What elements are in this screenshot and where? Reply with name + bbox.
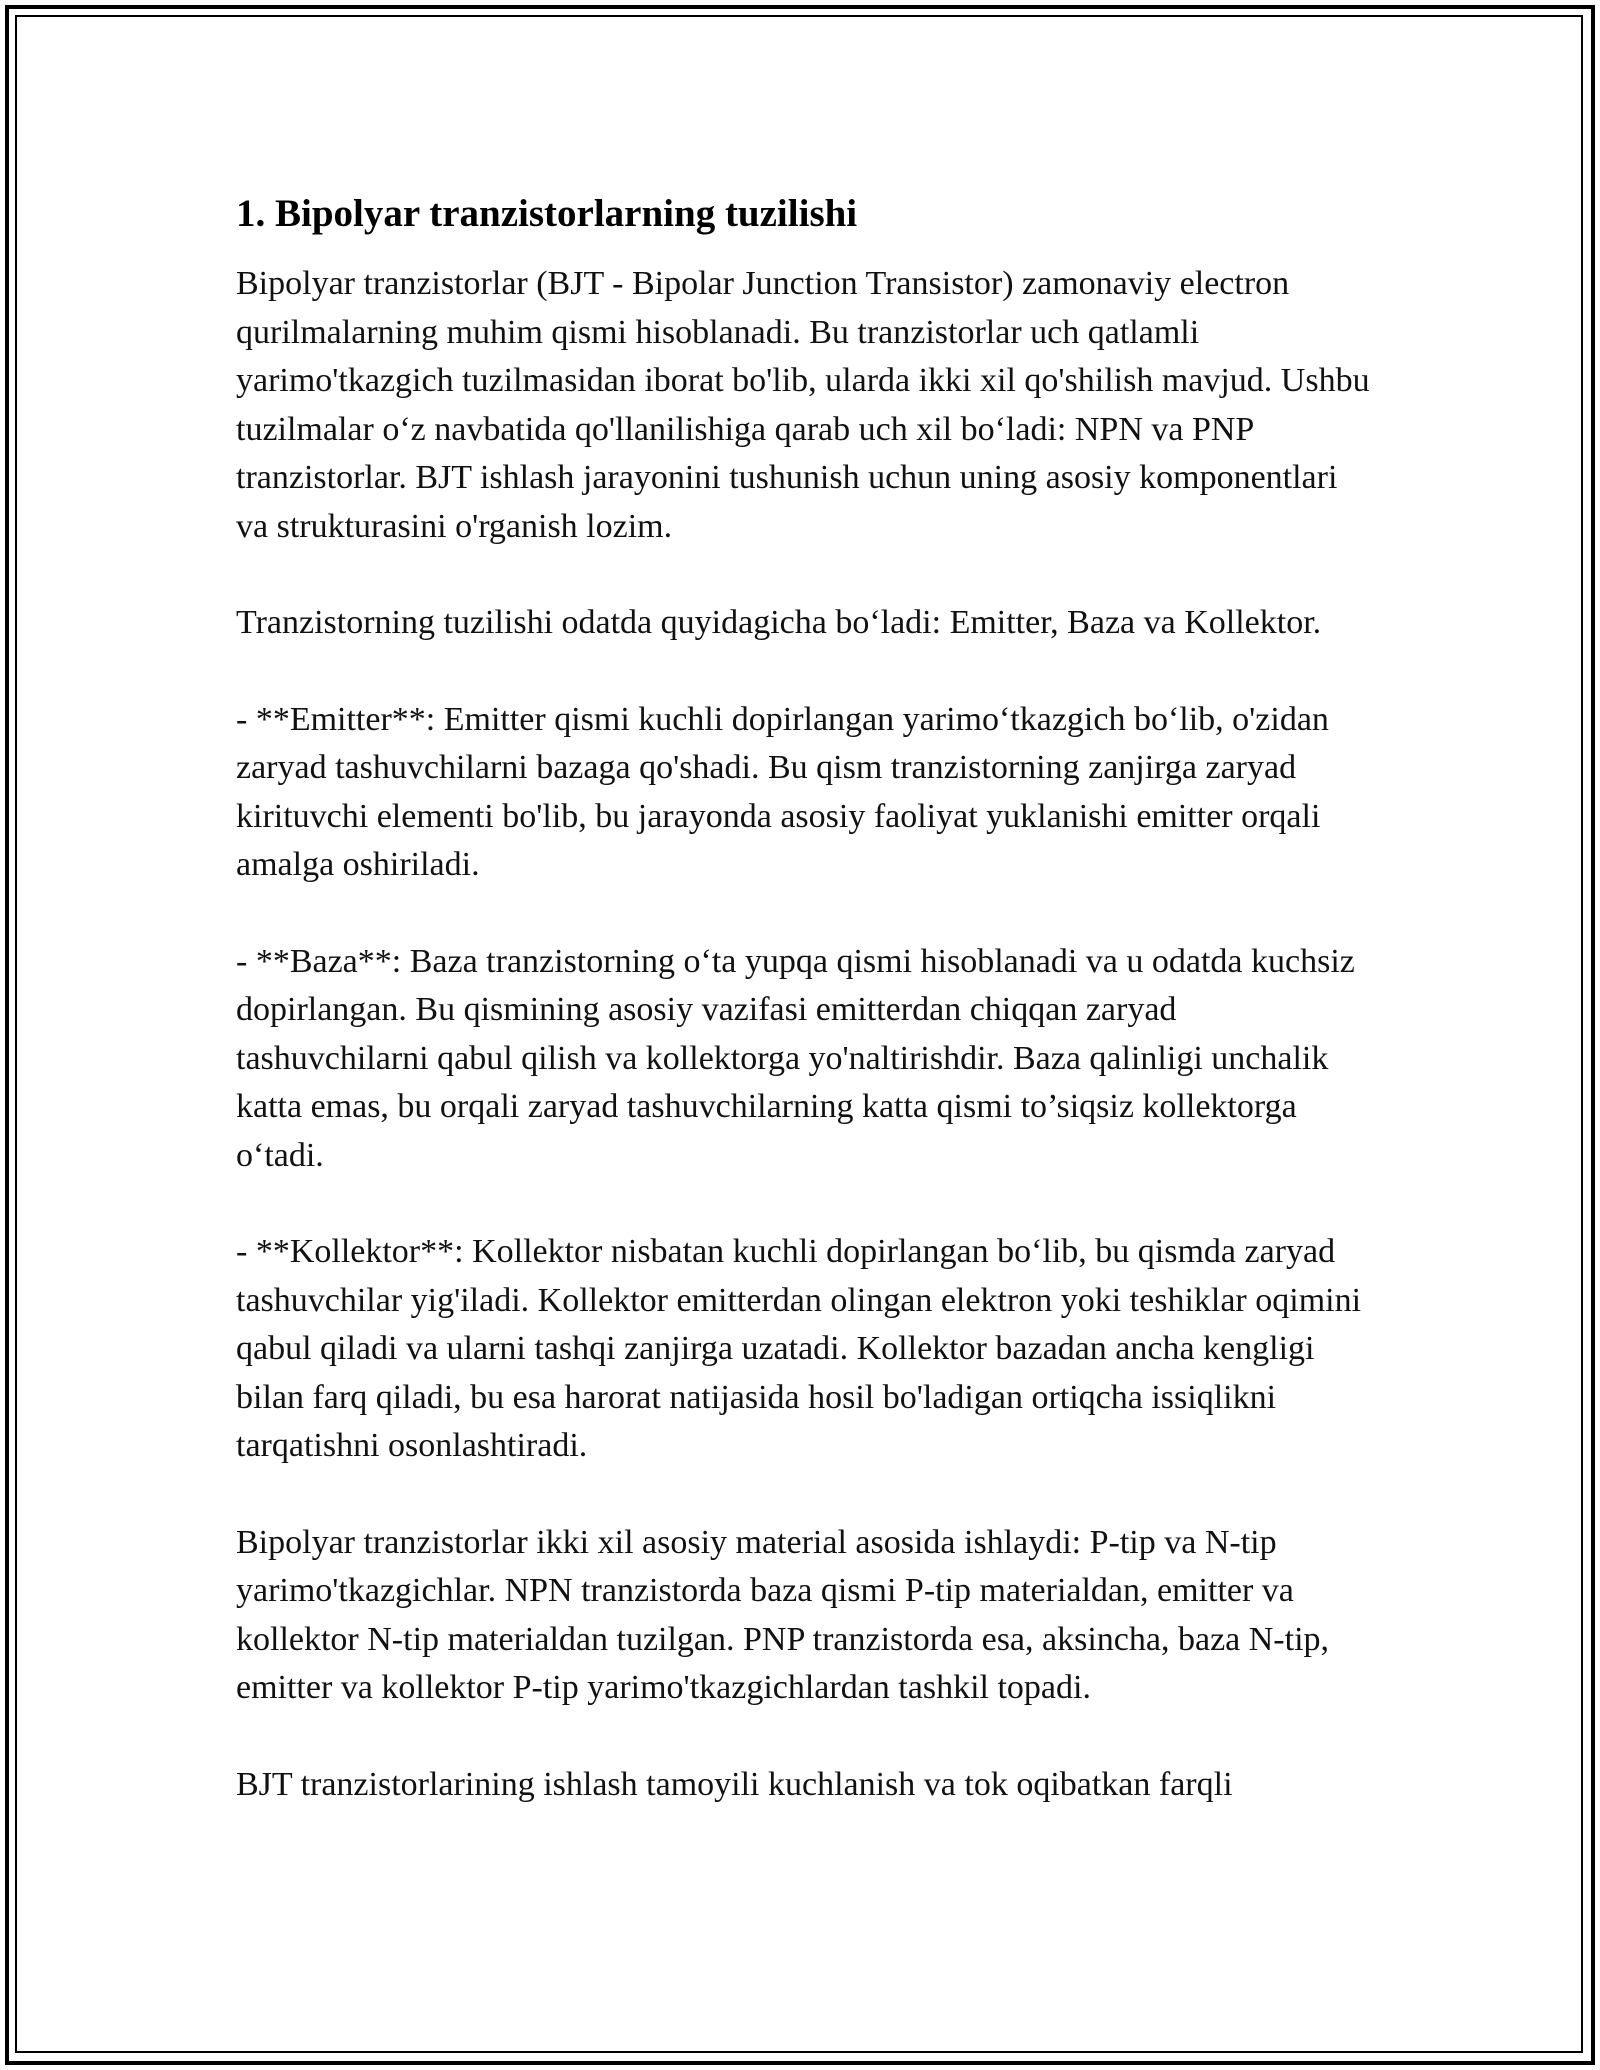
paragraph-materials: Bipolyar tranzistorlar ikki xil asosiy material asosida ishlaydi: P-tip va N-tip yarimo'tkazgichlar. NPN tranzistorda baza qismi P-tip materialdan, emitter va kollektor N-tip materialdan tuzilgan. PNP tranzistorda esa, aksincha, baza N-tip, emitter va kollektor P-tip yarimo'tkazgichlardan tashkil topadi. (236, 1523, 1330, 1706)
paragraph-base: - **Baza**: Baza tranzistorning o‘ta yupqa qismi hisoblanadi va u odatda kuchsiz dopirlangan. Bu qismining asosiy vazifasi emitterdan chiqqan zaryad tashuvchilarni qabul qilish va kollektorga yo'naltirishdir. Baza qalinligi unchalik katta emas, bu orqali zaryad tashuvchilarning katta qismi to’siqsiz kollektorga o‘tadi. (236, 942, 1355, 1174)
paragraph-principle: BJT tranzistorlarining ishlash tamoyili kuchlanish va tok oqibatkan farqli (236, 1765, 1233, 1803)
paragraph-intro: Bipolyar tranzistorlar (BJT - Bipolar Junction Transistor) zamonaviy electron qurilmalarning muhim qismi hisoblanadi. Bu tranzistorlar uch qatlamli yarimo'tkazgich tuzilmasidan iborat bo'lib, ularda ikki xil qo'shilish mavjud. Ushbu tuzilmalar o‘z navbatida qo'llanilishiga qarab uch xil bo‘ladi: NPN va PNP tranzistorlar. BJT ishlash jarayonini tushunish uchun uning asosiy komponentlari va strukturasini o'rganish lozim. (236, 265, 1370, 545)
paragraph-collector: - **Kollektor**: Kollektor nisbatan kuchli dopirlangan bo‘lib, bu qismda zaryad tashuvchilar yig'iladi. Kollektor emitterdan olingan elektron yoki teshiklar oqimini qabul qiladi va ularni tashqi zanjirga uzatadi. Kollektor bazadan ancha kengligi bilan farq qiladi, bu esa harorat natijasida hosil bo'ladigan ortiqcha issiqlikni tarqatishni osonlashtiradi. (236, 1233, 1362, 1464)
paragraph-emitter: - **Emitter**: Emitter qismi kuchli dopirlangan yarimo‘tkazgich bo‘lib, o'zidan zaryad tashuvchilarni bazaga qo'shadi. Bu qism tranzistorning zanjirga zaryad kirituvchi elementi bo'lib, bu jarayonda asosiy faoliyat yuklanishi emitter orqali amalga oshiriladi. (236, 700, 1329, 883)
paragraph-structure: Tranzistorning tuzilishi odatda quyidagicha bo‘ladi: Emitter, Baza va Kollektor. (236, 604, 1322, 641)
document-body (236, 188, 1376, 1857)
section-heading: 1. Bipolyar tranzistorlarning tuzilishi (236, 192, 858, 235)
